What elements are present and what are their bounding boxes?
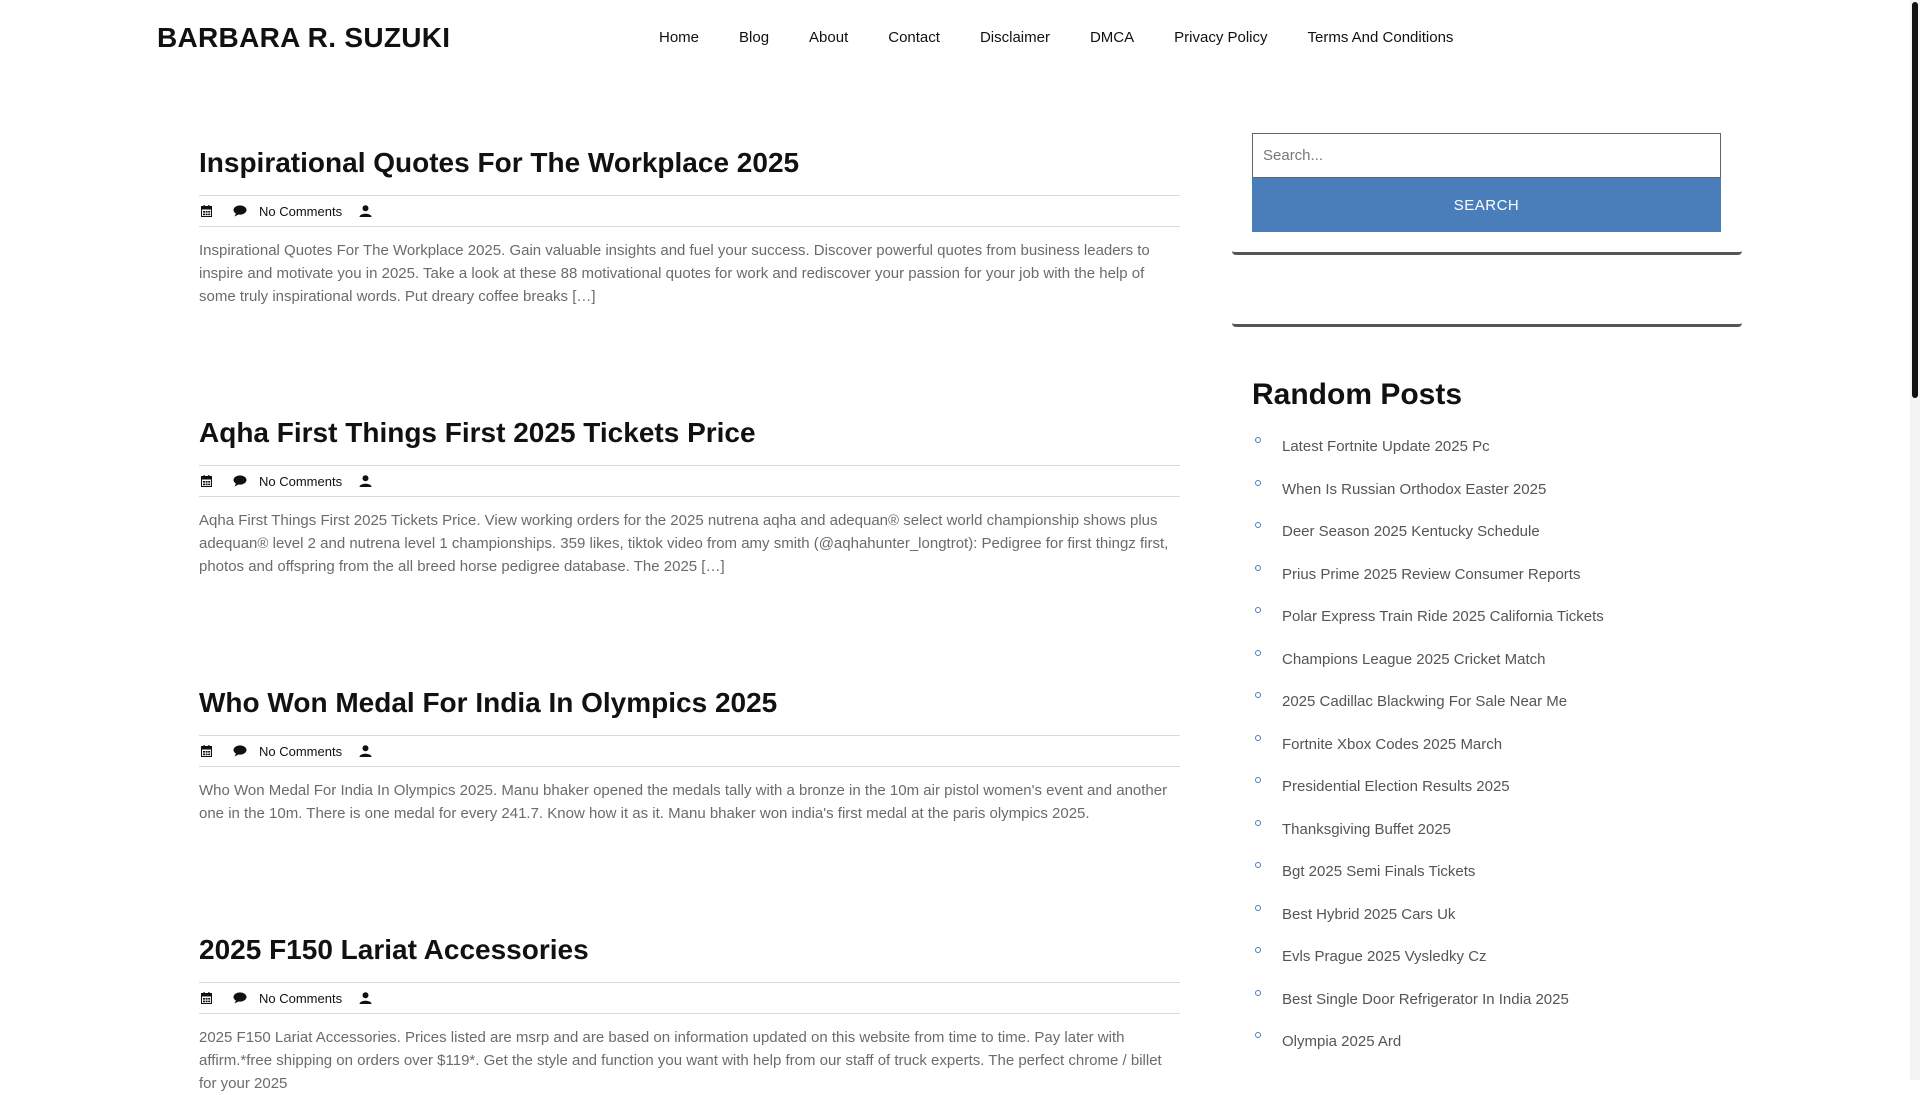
random-post-item[interactable] <box>1252 900 1722 943</box>
random-post-link[interactable]: When Is Russian Orthodox Easter 2025 <box>1282 480 1547 498</box>
random-post-link[interactable]: Polar Express Train Ride 2025 California Tickets <box>1282 608 1604 625</box>
comment-icon <box>233 744 247 758</box>
random-post-item[interactable] <box>1252 815 1722 858</box>
bullet-icon <box>1255 905 1261 911</box>
nav-link-privacy-policy[interactable]: Privacy Policy <box>1174 29 1268 46</box>
post-meta <box>199 465 1180 497</box>
random-post-link[interactable]: Thanksgiving Buffet 2025 <box>1282 820 1452 838</box>
random-post-item[interactable] <box>1252 772 1722 815</box>
random-post-link[interactable]: Olympia 2025 Ard <box>1282 1033 1402 1050</box>
random-posts-widget <box>1232 327 1742 1070</box>
nav-link-about[interactable]: About <box>809 29 849 46</box>
post-excerpt: Who Won Medal For India In Olympics 2025. Manu bhaker opened the medals tally with a bronze in the 10m air pistol women's event and another one in the 10m. There is one medal for every 241.7. Know how it as it. Manu bhaker won india's first medal at the paris olympics 2025. <box>199 782 1168 822</box>
random-post-item[interactable] <box>1252 730 1722 773</box>
post-title[interactable]: 2025 F150 Lariat Accessories <box>199 934 589 965</box>
random-post-link[interactable]: Evls Prague 2025 Vysledky Cz <box>1282 948 1487 965</box>
random-post-item[interactable] <box>1252 645 1722 688</box>
search-input[interactable] <box>1252 133 1721 178</box>
random-post-item[interactable] <box>1252 857 1722 900</box>
random-post-item[interactable] <box>1252 560 1722 603</box>
bullet-icon <box>1255 565 1261 571</box>
search-button[interactable]: SEARCH <box>1252 178 1721 232</box>
post <box>199 145 1180 308</box>
random-post-item[interactable] <box>1252 432 1722 475</box>
sidebar <box>1232 133 1742 1070</box>
site-header <box>0 0 1910 78</box>
calendar-icon <box>199 204 213 218</box>
post-meta <box>199 982 1180 1014</box>
random-post-link[interactable]: Champions League 2025 Cricket Match <box>1282 650 1546 668</box>
post-excerpt: Inspirational Quotes For The Workplace 2025. Gain valuable insights and fuel your success. Discover powerful quotes from business leaders to inspire and motivate you in 2025. Take a look at these 88 motivational quotes for work and rediscover your passion for your job with the help of some truly inspirational words. Put dreary coffee breaks […] <box>199 242 1150 305</box>
random-post-link[interactable]: Bgt 2025 Semi Finals Tickets <box>1282 863 1476 880</box>
random-post-link[interactable]: Best Single Door Refrigerator In India 2025 <box>1282 990 1569 1008</box>
main-nav <box>659 29 1493 46</box>
bullet-icon <box>1255 522 1261 528</box>
bullet-icon <box>1255 947 1261 953</box>
bullet-icon <box>1255 777 1261 783</box>
calendar-icon <box>199 991 213 1005</box>
post-list <box>199 145 1180 1095</box>
post <box>199 685 1180 825</box>
random-post-link[interactable]: Presidential Election Results 2025 <box>1282 778 1510 795</box>
calendar-icon <box>199 474 213 488</box>
random-posts-title: Random Posts <box>1252 378 1463 411</box>
comments-count[interactable]: No Comments <box>259 990 343 1006</box>
random-post-item[interactable] <box>1252 1027 1722 1070</box>
random-post-item[interactable] <box>1252 475 1722 518</box>
calendar-icon <box>199 744 213 758</box>
random-post-link[interactable]: Best Hybrid 2025 Cars Uk <box>1282 905 1456 923</box>
comments-count[interactable]: No Comments <box>259 473 343 489</box>
nav-link-disclaimer[interactable]: Disclaimer <box>979 29 1050 46</box>
bullet-icon <box>1255 820 1261 826</box>
bullet-icon <box>1255 692 1261 698</box>
bullet-icon <box>1255 607 1261 613</box>
user-icon <box>358 744 372 758</box>
post <box>199 932 1180 1095</box>
page-scrollbar[interactable] <box>1910 0 1920 1080</box>
random-post-link[interactable]: Deer Season 2025 Kentucky Schedule <box>1282 523 1540 540</box>
random-post-item[interactable] <box>1252 942 1722 985</box>
user-icon <box>358 474 372 488</box>
bullet-icon <box>1255 1032 1261 1038</box>
comments-count[interactable]: No Comments <box>259 743 343 759</box>
comment-icon <box>233 991 247 1005</box>
post-meta <box>199 735 1180 767</box>
random-post-item[interactable] <box>1252 687 1722 730</box>
comment-icon <box>233 204 247 218</box>
random-post-item[interactable] <box>1252 602 1722 645</box>
random-posts-list <box>1252 432 1722 1070</box>
post-title[interactable]: Inspirational Quotes For The Workplace 2025 <box>199 147 800 178</box>
user-icon <box>358 991 372 1005</box>
random-post-link[interactable]: 2025 Cadillac Blackwing For Sale Near Me <box>1282 693 1568 710</box>
bullet-icon <box>1255 437 1261 443</box>
bullet-icon <box>1255 862 1261 868</box>
random-post-item[interactable] <box>1252 517 1722 560</box>
random-post-link[interactable]: Latest Fortnite Update 2025 Pc <box>1282 438 1490 455</box>
post-excerpt: Aqha First Things First 2025 Tickets Price. View working orders for the 2025 nutrena aqha and adequan® select world championship shows plus adequan® level 2 and nutrena level 1 championships. 359 likes, tiktok video from amy smith (@aqhahunter_longtrot): Pedigree for first thingz first, photos and offspring from the all breed horse pedigree database. The 2025 […] <box>199 512 1169 575</box>
bullet-icon <box>1255 735 1261 741</box>
post <box>199 415 1180 578</box>
random-post-link[interactable]: Prius Prime 2025 Review Consumer Reports <box>1282 565 1581 583</box>
post-title[interactable]: Who Won Medal For India In Olympics 2025 <box>199 687 778 718</box>
bullet-icon <box>1255 650 1261 656</box>
post-excerpt: 2025 F150 Lariat Accessories. Prices listed are msrp and are based on information updated on this website from time to time. Pay later with affirm.*free shipping on orders over $119*. Get the style and function you want with help from our staff of truck experts. The perfect chrome / billet for your 2025 <box>199 1029 1162 1092</box>
comments-count[interactable]: No Comments <box>259 203 343 219</box>
bullet-icon <box>1255 990 1261 996</box>
user-icon <box>358 204 372 218</box>
nav-link-contact[interactable]: Contact <box>888 29 940 46</box>
nav-link-dmca[interactable]: DMCA <box>1089 29 1135 46</box>
nav-link-home[interactable]: Home <box>659 29 700 46</box>
scrollbar-thumb[interactable] <box>1912 2 1918 398</box>
bullet-icon <box>1255 480 1261 486</box>
nav-link-blog[interactable]: Blog <box>739 29 770 46</box>
site-title[interactable]: BARBARA R. SUZUKI <box>157 22 451 53</box>
empty-widget <box>1232 255 1742 327</box>
comment-icon <box>233 474 247 488</box>
random-post-link[interactable]: Fortnite Xbox Codes 2025 March <box>1282 735 1503 753</box>
nav-link-terms[interactable]: Terms And Conditions <box>1307 29 1454 46</box>
search-widget <box>1232 133 1742 255</box>
post-title[interactable]: Aqha First Things First 2025 Tickets Price <box>199 417 756 448</box>
random-post-item[interactable] <box>1252 985 1722 1028</box>
post-meta <box>199 195 1180 227</box>
